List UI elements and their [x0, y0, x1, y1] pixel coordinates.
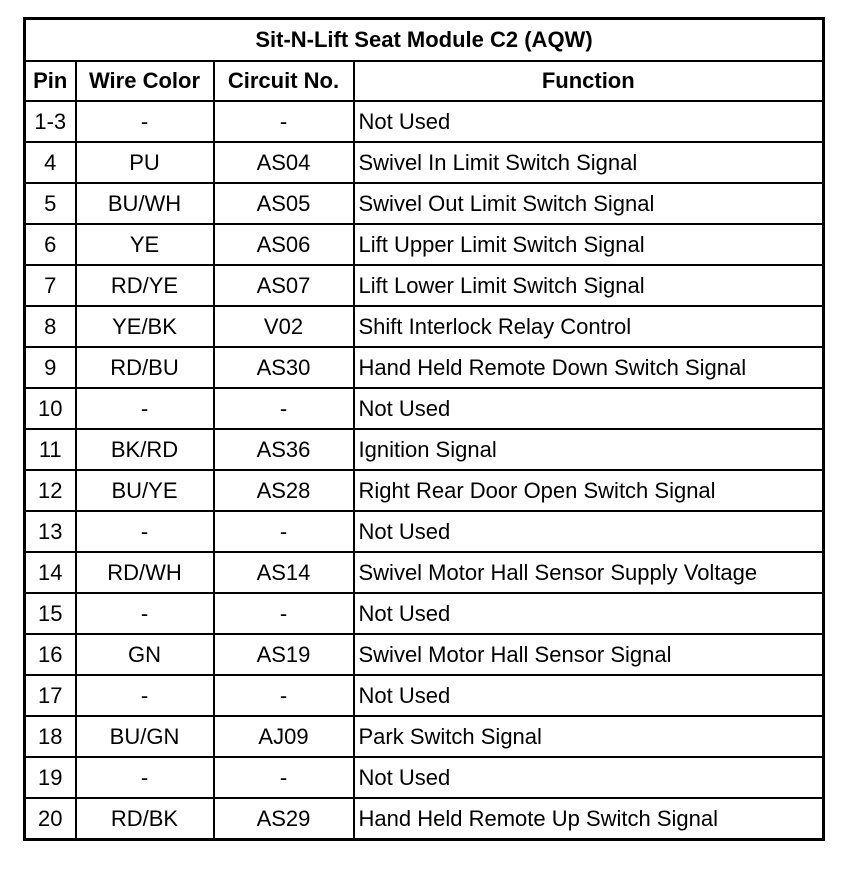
pin-cell: 14	[25, 552, 76, 593]
pin-cell: 6	[25, 224, 76, 265]
table-row	[25, 224, 824, 265]
pin-cell: 7	[25, 265, 76, 306]
pin-cell: 8	[25, 306, 76, 347]
circuit-cell: AS06	[214, 224, 354, 265]
wire-color-cell: PU	[76, 142, 214, 183]
table-title-row	[25, 19, 824, 62]
wire-color-cell: RD/BK	[76, 798, 214, 840]
function-cell: Ignition Signal	[354, 429, 824, 470]
table-row	[25, 265, 824, 306]
function-cell: Not Used	[354, 388, 824, 429]
pin-cell: 16	[25, 634, 76, 675]
table-row	[25, 101, 824, 142]
connector-pinout-table	[23, 17, 825, 841]
function-cell: Swivel Out Limit Switch Signal	[354, 183, 824, 224]
wire-color-cell: -	[76, 675, 214, 716]
pin-cell: 12	[25, 470, 76, 511]
function-cell: Not Used	[354, 675, 824, 716]
circuit-cell: AS14	[214, 552, 354, 593]
pin-cell: 11	[25, 429, 76, 470]
function-cell: Park Switch Signal	[354, 716, 824, 757]
pin-cell: 5	[25, 183, 76, 224]
wire-color-cell: BU/YE	[76, 470, 214, 511]
circuit-cell: AS29	[214, 798, 354, 840]
pin-cell: 9	[25, 347, 76, 388]
table-row	[25, 429, 824, 470]
wire-color-cell: RD/YE	[76, 265, 214, 306]
function-cell: Not Used	[354, 511, 824, 552]
wire-color-cell: YE	[76, 224, 214, 265]
table-row	[25, 552, 824, 593]
pin-cell: 13	[25, 511, 76, 552]
table-row	[25, 470, 824, 511]
circuit-cell: -	[214, 388, 354, 429]
header-pin: Pin	[25, 61, 76, 101]
circuit-cell: -	[214, 101, 354, 142]
wire-color-cell: BK/RD	[76, 429, 214, 470]
circuit-cell: AS30	[214, 347, 354, 388]
table-row	[25, 675, 824, 716]
header-circuit-no: Circuit No.	[214, 61, 354, 101]
table-row	[25, 142, 824, 183]
table-row	[25, 716, 824, 757]
table-row	[25, 511, 824, 552]
circuit-cell: AJ09	[214, 716, 354, 757]
pin-cell: 18	[25, 716, 76, 757]
circuit-cell: -	[214, 511, 354, 552]
table-row	[25, 634, 824, 675]
wire-color-cell: -	[76, 511, 214, 552]
wire-color-cell: BU/WH	[76, 183, 214, 224]
function-cell: Lift Lower Limit Switch Signal	[354, 265, 824, 306]
wire-color-cell: BU/GN	[76, 716, 214, 757]
pin-cell: 17	[25, 675, 76, 716]
circuit-cell: AS07	[214, 265, 354, 306]
table-title: Sit-N-Lift Seat Module C2 (AQW)	[25, 19, 824, 62]
wire-color-cell: -	[76, 757, 214, 798]
function-cell: Hand Held Remote Down Switch Signal	[354, 347, 824, 388]
pin-cell: 20	[25, 798, 76, 840]
function-cell: Right Rear Door Open Switch Signal	[354, 470, 824, 511]
pin-cell: 19	[25, 757, 76, 798]
circuit-cell: V02	[214, 306, 354, 347]
function-cell: Swivel In Limit Switch Signal	[354, 142, 824, 183]
circuit-cell: AS19	[214, 634, 354, 675]
table-row	[25, 388, 824, 429]
pin-cell: 10	[25, 388, 76, 429]
table-row	[25, 593, 824, 634]
function-cell: Swivel Motor Hall Sensor Supply Voltage	[354, 552, 824, 593]
wire-color-cell: RD/BU	[76, 347, 214, 388]
wire-color-cell: -	[76, 593, 214, 634]
function-cell: Shift Interlock Relay Control	[354, 306, 824, 347]
function-cell: Hand Held Remote Up Switch Signal	[354, 798, 824, 840]
circuit-cell: -	[214, 757, 354, 798]
circuit-cell: AS05	[214, 183, 354, 224]
pin-cell: 15	[25, 593, 76, 634]
wire-color-cell: GN	[76, 634, 214, 675]
table-row	[25, 347, 824, 388]
wire-color-cell: YE/BK	[76, 306, 214, 347]
pin-cell: 4	[25, 142, 76, 183]
function-cell: Not Used	[354, 101, 824, 142]
circuit-cell: AS04	[214, 142, 354, 183]
function-cell: Not Used	[354, 593, 824, 634]
function-cell: Not Used	[354, 757, 824, 798]
wire-color-cell: RD/WH	[76, 552, 214, 593]
header-wire-color: Wire Color	[76, 61, 214, 101]
wire-color-cell: -	[76, 388, 214, 429]
table-row	[25, 306, 824, 347]
table-row	[25, 757, 824, 798]
circuit-cell: -	[214, 593, 354, 634]
circuit-cell: AS36	[214, 429, 354, 470]
table-header-row	[25, 61, 824, 101]
table-row	[25, 183, 824, 224]
table-row	[25, 798, 824, 840]
function-cell: Lift Upper Limit Switch Signal	[354, 224, 824, 265]
pin-cell: 1-3	[25, 101, 76, 142]
circuit-cell: -	[214, 675, 354, 716]
function-cell: Swivel Motor Hall Sensor Signal	[354, 634, 824, 675]
wire-color-cell: -	[76, 101, 214, 142]
header-function: Function	[354, 61, 824, 101]
circuit-cell: AS28	[214, 470, 354, 511]
